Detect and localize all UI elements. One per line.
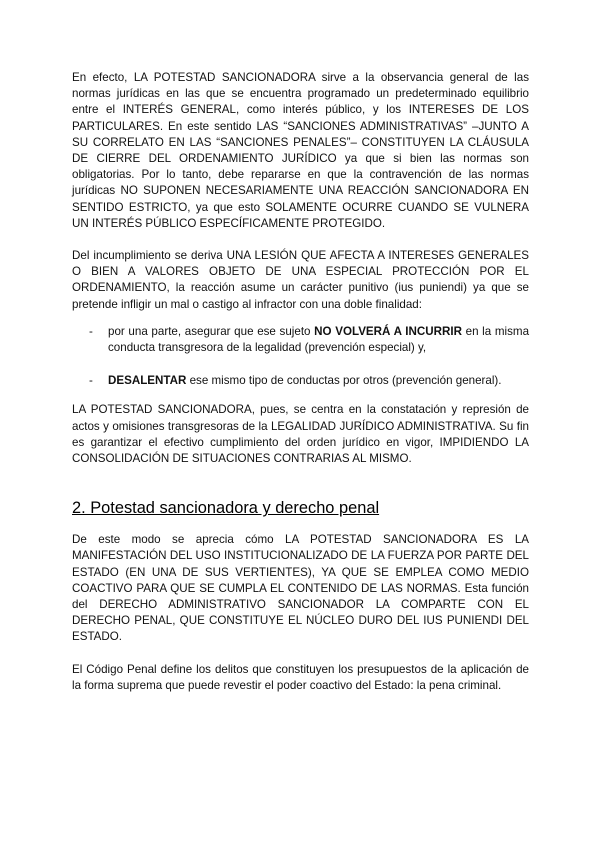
list-dash: - xyxy=(89,374,93,388)
list-item-bold: NO VOLVERÁ A INCURRIR xyxy=(314,324,462,338)
paragraph-incumplimiento: Del incumplimiento se deriva UNA LESIÓN QUE AFECTA A INTERESES GENERALES O BIEN A VALORES OBJETO DE UNA ESPECIAL PROTECCIÓN POR EL ORDENAMIENTO, la reacción asume un carácter punitivo (ius puniendi) ya que se pretende infligir un mal o castigo al infractor con una doble finalidad: xyxy=(72,249,529,311)
paragraph-legalidad: LA POTESTAD SANCIONADORA, pues, se centra en la constatación y represión de actos y omisiones transgresoras de la LEGALIDAD JURÍDICO ADMINISTRATIVA. Su fin es garantizar el efectivo cumplimiento del orden jurídico en vigor, IMPIDIENDO LA CONSOLIDACIÓN DE SITUACIONES CONTRARIAS AL MISMO. xyxy=(72,403,529,466)
list-item-bold: DESALENTAR xyxy=(108,374,187,388)
finalidad-list xyxy=(72,324,529,390)
paragraph-uso-fuerza: De este modo se aprecia cómo LA POTESTAD SANCIONADORA ES LA MANIFESTACIÓN DEL USO INSTITUCIONALIZADO DE LA FUERZA POR PARTE DEL ESTADO (EN UNA DE SUS VERTIENTES), YA QUE SE EMPLEA COMO MEDIO COACTIVO PARA QUE SE CUMPLA EL CONTENIDO DE LAS NORMAS. Esta función del DERECHO ADMINISTRATIVO SANCIONADOR LA COMPARTE CON EL DERECHO PENAL, QUE CONSTITUYE EL NÚCLEO DURO DEL IUS PUNIENDI DEL ESTADO. xyxy=(72,533,529,644)
paragraph-codigo-penal: El Código Penal define los delitos que constituyen los presupuestos de la aplicación de la forma suprema que puede revestir el poder coactivo del Estado: la pena criminal. xyxy=(72,662,529,692)
list-item-text: por una parte, asegurar que ese sujeto xyxy=(108,324,315,338)
document-page xyxy=(72,70,529,694)
list-item-text: en la misma conducta transgresora de la legalidad (prevención especial) y, xyxy=(108,324,530,355)
list-item-prevencion-especial xyxy=(72,324,529,356)
list-dash: - xyxy=(89,324,93,338)
list-item-text: ese mismo tipo de conductas por otros (prevención general). xyxy=(186,374,502,388)
paragraph-potestad-equilibrio: En efecto, LA POTESTAD SANCIONADORA sirve a la observancia general de las normas jurídicas en las que se encuentra programado un predeterminado equilibrio entre el INTERÉS GENERAL, como interés público, y los INTERESES DE LOS PARTICULARES. En este sentido LAS “SANCIONES ADMINISTRATIVAS” –JUNTO A SU CORRELATO EN LAS “SANCIONES PENALES”– CONSTITUYEN LA CLÁUSULA DE CIERRE DEL ORDENAMIENTO JURÍDICO ya que si bien las normas son obligatorias. Por lo tanto, debe repararse en que la contravención de las normas jurídicas NO SUPONEN NECESARIAMENTE UNA REACCIÓN SANCIONADORA EN SENTIDO ESTRICTO, ya que esto SOLAMENTE OCURRE CUANDO SE VULNERA UN INTERÉS PÚBLICO ESPECÍFICAMENTE PROTEGIDO. xyxy=(72,71,529,230)
section-heading: 2. Potestad sancionadora y derecho penal xyxy=(72,499,380,518)
list-item-prevencion-general xyxy=(72,373,529,389)
